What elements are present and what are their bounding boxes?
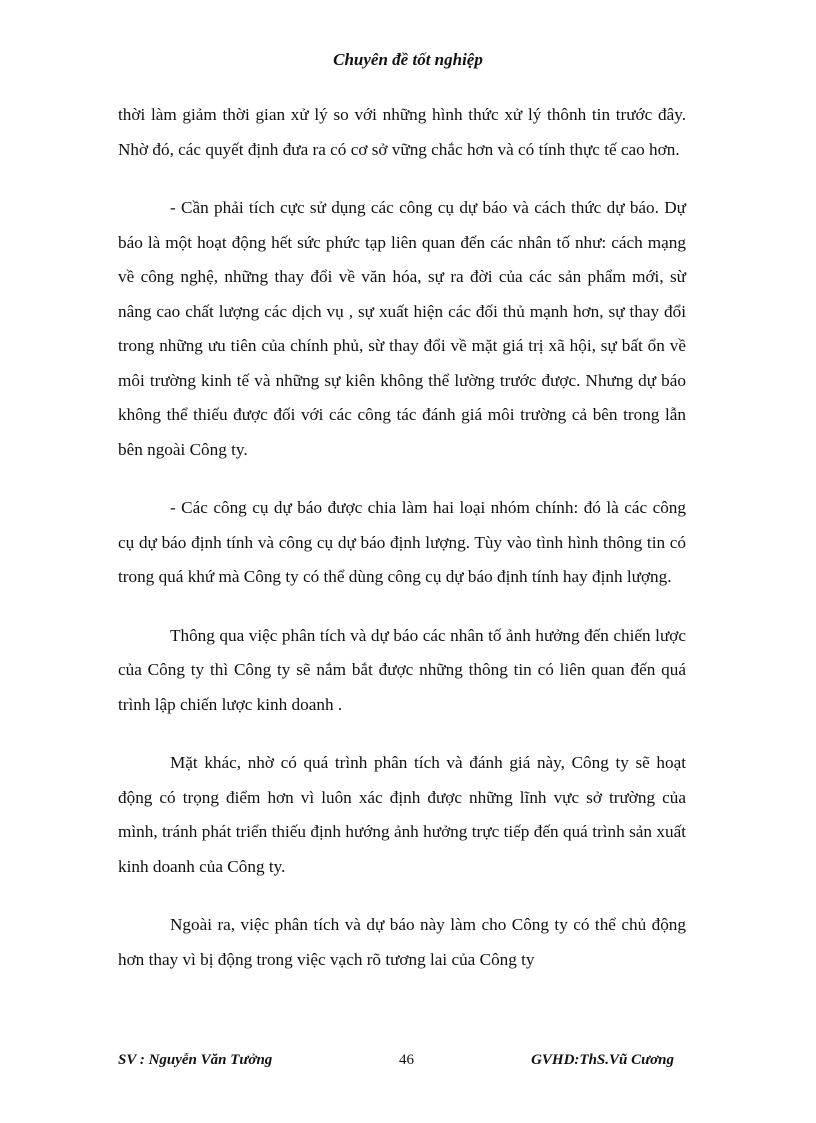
footer-advisor-name: GVHD:ThS.Vũ Cương — [531, 1052, 674, 1068]
page-footer — [118, 1052, 674, 1074]
paragraph-analysis-benefit: Thông qua việc phân tích và dự báo các nhân tố ảnh hưởng đến chiến lược của Công ty thì Công ty sẽ nắm bắt được những thông tin có liên quan đến quá trình lập chiến lược kinh doanh . — [118, 625, 686, 714]
paragraph-forecast-tools: - Cần phải tích cực sử dụng các công cụ dự báo và cách thức dự báo. Dự báo là một hoạt động hết sức phức tạp liên quan đến các nhân tố như: cách mạng về công nghệ, những thay đổi về văn hóa, sự ra đời của các sản phẩm mới, sừ nâng cao chất lượng các dịch vụ , sự xuất hiện các đối thủ mạnh hơn, sự thay đổi trong những ưu tiên của chính phủ, sừ thay đổi về mặt giá trị xã hội, sự bất ổn về môi trường kinh tế và những sự kiên không thể lường trước được. Nhưng dự báo không thể thiếu được đối với các công tác đánh giá môi trường cả bên trong lẫn bên ngoài Công ty. — [118, 198, 686, 459]
footer-student-name: SV : Nguyễn Văn Tưởng — [118, 1052, 273, 1068]
footer-page-number: 46 — [399, 1052, 414, 1068]
document-body — [118, 98, 686, 977]
page-header-title: Chuyên đề tốt nghiệp — [333, 50, 483, 69]
paragraph-focus: Mặt khác, nhờ có quá trình phân tích và đánh giá này, Công ty sẽ hoạt động có trọng điểm hơn vì luôn xác định được những lĩnh vực sở trường của mình, tránh phát triển thiếu định hướng ảnh hưởng trực tiếp đến quá trình sản xuất kinh doanh của Công ty. — [118, 753, 686, 876]
paragraph-continuation: thời làm giảm thời gian xử lý so với những hình thức xử lý thônh tin trước đây. Nhờ đó, các quyết định đưa ra có cơ sở vững chắc hơn và có tính thực tế cao hơn. — [118, 105, 686, 159]
paragraph-forecast-types: - Các công cụ dự báo được chia làm hai loại nhóm chính: đó là các công cụ dự báo định tính và công cụ dự báo định lượng. Tùy vào tình hình thông tin có trong quá khứ mà Công ty có thể dùng công cụ dự báo định tính hay định lượng. — [118, 498, 686, 586]
paragraph-proactive: Ngoài ra, việc phân tích và dự báo này làm cho Công ty có thể chủ động hơn thay vì bị động trong việc vạch rõ tương lai của Công ty — [118, 915, 686, 969]
